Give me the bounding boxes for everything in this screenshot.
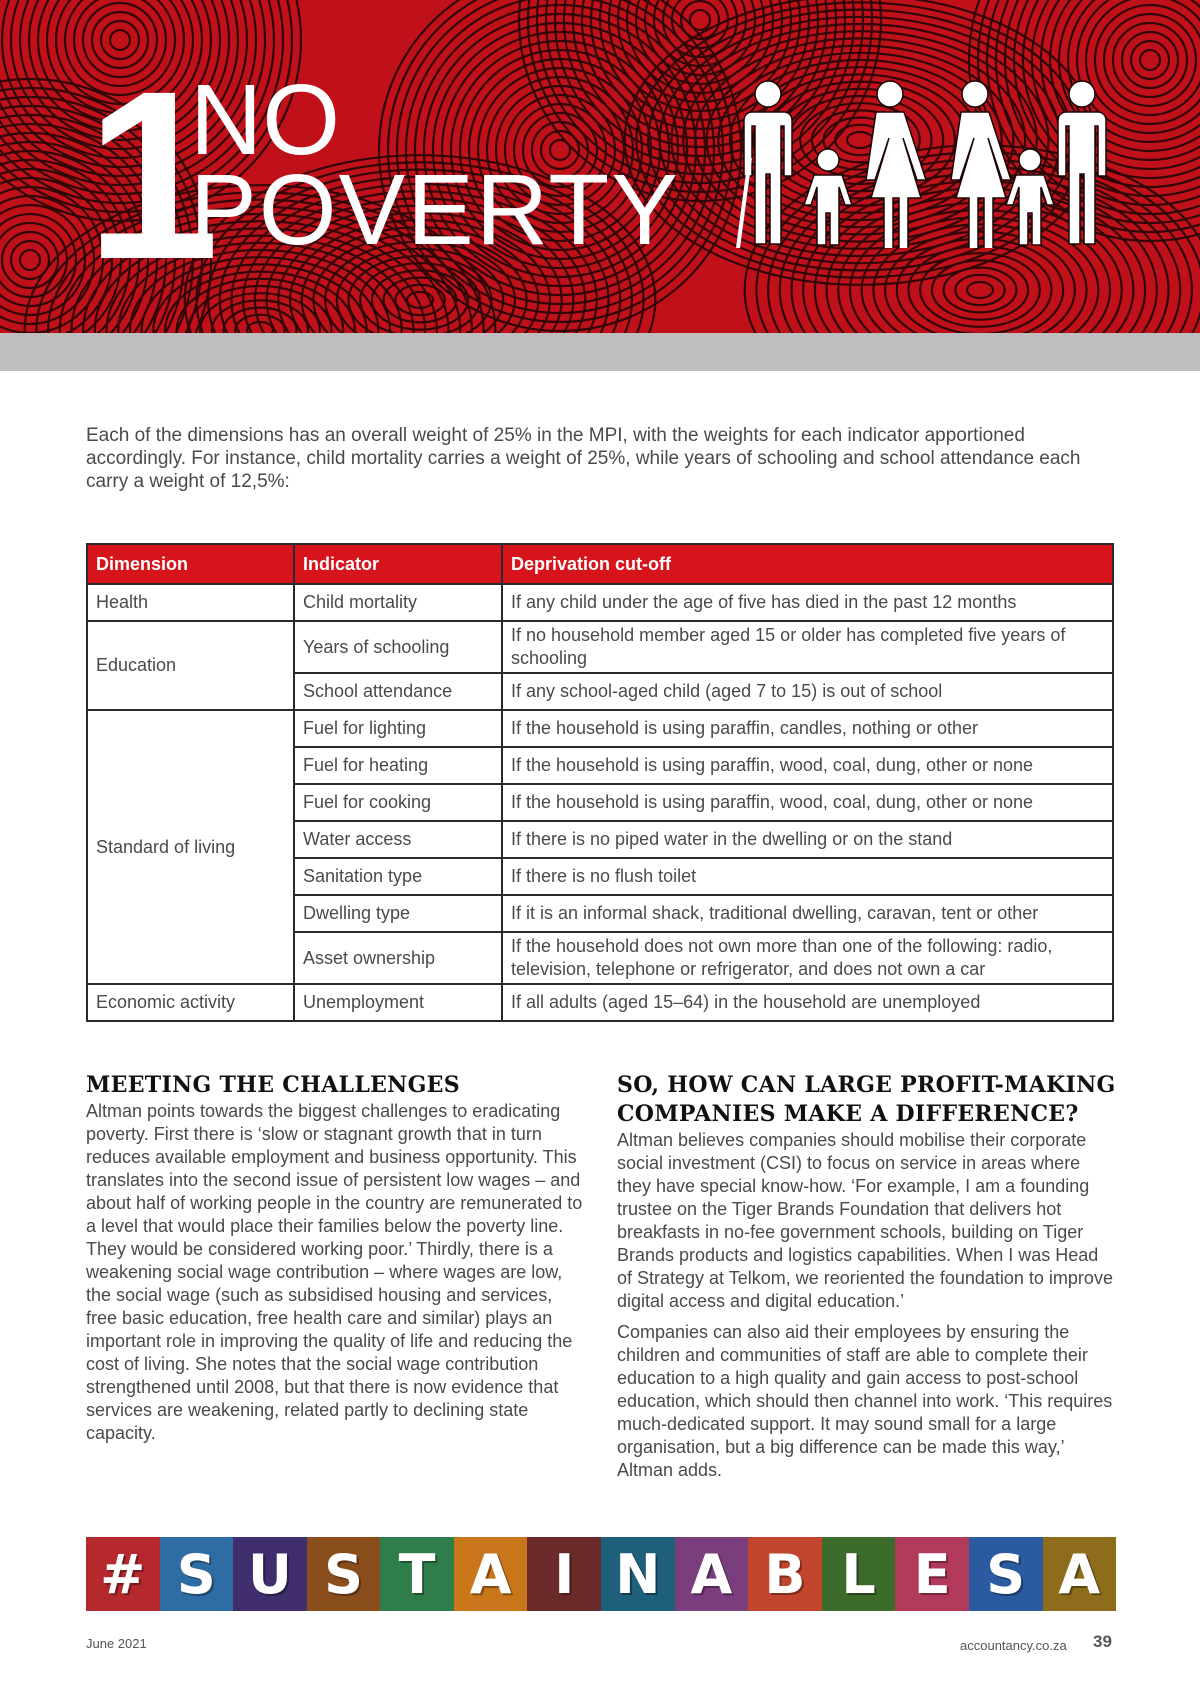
indicator-cell: School attendance [294, 673, 502, 710]
left-article-column [86, 1071, 586, 1445]
cutoff-cell: If the household is using paraffin, wood, coal, dung, other or none [502, 747, 1113, 784]
header-indicator: Indicator [294, 544, 502, 584]
cutoff-cell: If no household member aged 15 or older has completed five years of schooling [502, 621, 1113, 673]
hashtag-banner [86, 1537, 1116, 1611]
dimension-cell: Health [87, 584, 294, 621]
indicator-cell: Child mortality [294, 584, 502, 621]
hashtag-letter-tile: E [895, 1537, 969, 1611]
cutoff-cell: If there is no flush toilet [502, 858, 1113, 895]
indicator-cell: Water access [294, 821, 502, 858]
footer-date: June 2021 [86, 1636, 147, 1651]
dimension-cell: Economic activity [87, 984, 294, 1021]
indicator-cell: Dwelling type [294, 895, 502, 932]
header-cutoff: Deprivation cut-off [502, 544, 1113, 584]
table-row [87, 710, 1113, 747]
hashtag-letter-tile: A [1043, 1537, 1116, 1611]
header-dimension: Dimension [87, 544, 294, 584]
indicator-cell: Fuel for cooking [294, 784, 502, 821]
goal-title-line1: NO [190, 64, 340, 176]
cutoff-cell: If there is no piped water in the dwelling or on the stand [502, 821, 1113, 858]
section-heading-companies: SO, HOW CAN LARGE PROFIT-MAKING COMPANIES MAKE A DIFFERENCE? [617, 1072, 1116, 1127]
mpi-table [86, 543, 1114, 1022]
indicator-cell: Asset ownership [294, 932, 502, 984]
grey-divider-strip [0, 333, 1200, 371]
hashtag-letter-tile: # [86, 1537, 160, 1611]
hashtag-letter-tile: S [969, 1537, 1043, 1611]
hashtag-letter-tile: U [233, 1537, 307, 1611]
table-row [87, 984, 1113, 1021]
hashtag-letter-tile: B [748, 1537, 822, 1611]
table-row [87, 621, 1113, 673]
cutoff-cell: If the household is using paraffin, candles, nothing or other [502, 710, 1113, 747]
indicator-cell: Fuel for lighting [294, 710, 502, 747]
indicator-cell: Years of schooling [294, 621, 502, 673]
companies-paragraph-2: Companies can also aid their employees by ensuring the children and communities of staff are able to complete their education to a high quality and gain access to post-school education, which should then channel into work. ‘This requires much-dedicated support. It may sound small for a large organisation, but a big difference can be made this way,’ Altman adds. [617, 1322, 1113, 1480]
cutoff-cell: If all adults (aged 15–64) in the household are unemployed [502, 984, 1113, 1021]
table-row [87, 584, 1113, 621]
hashtag-letter-tile: S [307, 1537, 381, 1611]
indicator-cell: Unemployment [294, 984, 502, 1021]
table-header-row [87, 544, 1113, 584]
cutoff-cell: If it is an informal shack, traditional dwelling, caravan, tent or other [502, 895, 1113, 932]
hashtag-letter-tile: L [822, 1537, 896, 1611]
family-icon [730, 78, 1120, 248]
banner [0, 0, 1200, 333]
hashtag-letter-tile: A [675, 1537, 749, 1611]
dimension-cell: Education [87, 621, 294, 710]
cutoff-cell: If the household is using paraffin, wood, coal, dung, other or none [502, 784, 1113, 821]
page-number: 39 [1093, 1632, 1112, 1651]
cutoff-cell: If the household does not own more than one of the following: radio, television, telephone or refrigerator, and does not own a car [502, 932, 1113, 984]
dimension-cell: Standard of living [87, 710, 294, 984]
footer-site: accountancy.co.za [960, 1638, 1067, 1653]
hashtag-letter-tile: A [454, 1537, 528, 1611]
indicator-cell: Sanitation type [294, 858, 502, 895]
right-article-column [617, 1071, 1117, 1482]
goal-number: 1 [86, 41, 212, 309]
hashtag-letter-tile: T [380, 1537, 454, 1611]
cutoff-cell: If any school-aged child (aged 7 to 15) is out of school [502, 673, 1113, 710]
hashtag-letter-tile: I [527, 1537, 601, 1611]
hashtag-letter-tile: N [601, 1537, 675, 1611]
challenges-paragraph: Altman points towards the biggest challenges to eradicating poverty. First there is ‘slow or stagnant growth that in turn reduces available employment and business opportunity. This translates into the second issue of persistent low wages – and about half of working people in the country are remunerated to a level that would place their families below the poverty line. They would be considered working poor.’ Thirdly, there is a weakening social wage contribution – where wages are low, the social wage (such as subsidised housing and services, free basic education, free health care and similar) plays an important role in improving the quality of life and reducing the cost of living. She notes that the social wage contribution strengthened until 2008, but that there is now evidence that services are weakening, related partly to declining state capacity. [86, 1101, 583, 1443]
companies-paragraph-1: Altman believes companies should mobilise their corporate social investment (CSI) to focus on service in areas where they have special know-how. ‘For example, I am a founding trustee on the Tiger Brands Foundation that delivers hot breakfasts in no-fee government schools, building on Tiger Brands products and logistics capabilities. When I was Head of Strategy at Telkom, we reoriented the foundation to improve digital access and digital education.’ [617, 1130, 1113, 1311]
section-heading-challenges: MEETING THE CHALLENGES [86, 1072, 460, 1098]
cutoff-cell: If any child under the age of five has died in the past 12 months [502, 584, 1113, 621]
intro-paragraph: Each of the dimensions has an overall weight of 25% in the MPI, with the weights for each indicator apportioned accordingly. For instance, child mortality carries a weight of 25%, while years of schooling and school attendance each carry a weight of 12,5%: [86, 425, 1081, 492]
indicator-cell: Fuel for heating [294, 747, 502, 784]
hashtag-letter-tile: S [160, 1537, 234, 1611]
goal-title-line2: POVERTY [190, 154, 681, 266]
